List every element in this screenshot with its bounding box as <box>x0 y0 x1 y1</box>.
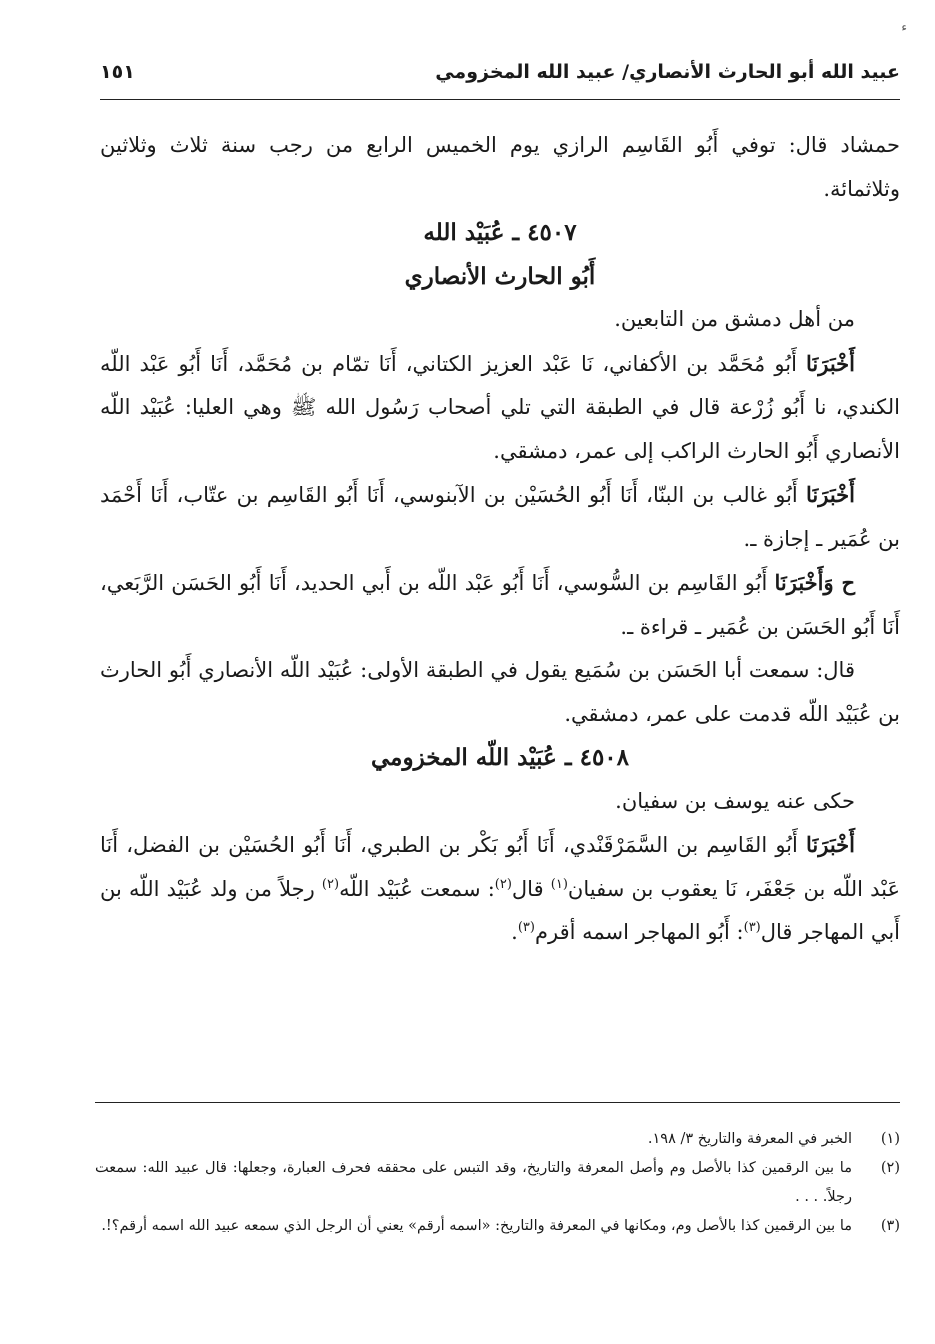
footnote-ref[interactable]: (١) <box>550 876 568 892</box>
page-header <box>100 55 900 100</box>
footnote-ref[interactable]: (٣) <box>517 920 535 935</box>
footnotes <box>95 1102 900 1241</box>
isnad-lead: ح وَأَخْبَرَنَا <box>774 570 855 595</box>
paragraph-8-text: قال <box>511 876 551 901</box>
paragraph-6: قال: سمعت أبا الحَسَن بن سُمَيع يقول في الطبقة الأولى: عُبَيْد اللّه الأنصاري أَبُو الحارث بن عُبَيْد اللّه قدمت على عمر، دمشقي. <box>100 658 900 726</box>
entry-subheading-4507: أَبُو الحارث الأنصاري <box>404 262 596 290</box>
footnote-2 <box>95 1154 900 1212</box>
paragraph-7: حكى عنه يوسف بن سفيان. <box>615 788 855 813</box>
paragraph-8-text: : سمعت عُبَيْد اللّه <box>339 876 495 901</box>
footnote-ref[interactable]: (٢) <box>321 876 340 892</box>
isnad-lead: أَخْبَرَنَا <box>806 350 855 376</box>
entry-heading-4508: ٤٥٠٨ ـ عُبَيْد اللّه المخزومي <box>370 744 630 771</box>
page-number: ١٥١ <box>100 61 135 83</box>
paragraph-5-text: أَبُو القَاسِم بن السُّوسي، أَنَا أَبُو عَبْد اللّه بن أَبي الحديد، أَنَا أَبُو الحَسَن الرَّبَعي، أَنَا أَبُو الحَسَن بن عُمَير ـ قراءة ـ. <box>100 571 900 639</box>
paragraph-5 <box>100 561 900 649</box>
isnad-lead: أَخْبَرَنَا <box>806 482 855 507</box>
footnote-1 <box>95 1125 900 1154</box>
paragraph-2: من أهل دمشق من التابعين. <box>614 307 855 331</box>
isnad-lead: أَخْبَرَنَا <box>806 832 855 857</box>
footnote-text: الخبر في المعرفة والتاريخ ٣/ ١٩٨. <box>647 1131 852 1147</box>
footnote-number: (٢) <box>880 1160 900 1176</box>
footnote-number: (٣) <box>880 1218 900 1234</box>
footnote-text: ما بين الرقمين كذا بالأصل وم، ومكانها في المعرفة والتاريخ: «اسمه أرقم» يعني أن الرجل الذي سمعه عبيد الله اسمه أرقم؟!. <box>101 1218 852 1234</box>
footnote-ref[interactable]: (٢) <box>494 876 512 892</box>
paragraph-8-text: رجلاً من ولد عُبَيْد اللّه بن أَبي المهاجر قال <box>100 876 900 944</box>
paragraph-4-text: أَبُو غالب بن البنّا، أَنَا أَبُو الحُسَيْن بن الآبنوسي، أَنَا أَبُو القَاسِم بن عتّاب، أَنَا أَحْمَد بن عُمَير ـ إجازة ـ. <box>100 483 900 551</box>
paragraph-3-text: أَبُو مُحَمَّد بن الأكفاني، نَا عَبْد العزيز الكتاني، أَنَا تمّام بن مُحَمَّد، أَنَا أَبُو عَبْد اللّه الكندي، نا أَبُو زُرْعة قال في الطبقة التي تلي أصحاب رَسُول الله ﷺ وهي العليا: عُبَيْد اللّه الأنصاري أَبُو الحارث الراكب إلى عمر، دمشقي. <box>100 351 900 463</box>
paragraph-8-text: أَبُو القَاسِم بن السَّمَرْقَنْدي، أَنَا أَبُو بَكْر بن الطبري، أَنَا أَبُو الحُسَيْن بن الفضل، أَنَا عَبْد اللّه بن جَعْفَر، نَا يعقوب بن سفيان <box>100 833 900 901</box>
paragraph-8-text: . <box>511 920 518 944</box>
footnote-3 <box>95 1212 900 1241</box>
paragraph-8-text: : أَبُو المهاجر اسمه أقرم <box>534 920 744 944</box>
paragraph-4 <box>100 473 900 561</box>
corner-mark: ﺀ <box>901 20 907 34</box>
paragraph-8 <box>100 823 900 955</box>
paragraph-3 <box>100 342 900 474</box>
footnote-text: ما بين الرقمين كذا بالأصل وم وأصل المعرفة والتاريخ، وقد التبس على محققه فحرف العبارة، وجعلها: قال عبيد الله: سمعت رجلاً. . . . <box>95 1160 852 1205</box>
paragraph-1: حمشاد قال: توفي أَبُو القَاسِم الرازي يوم الخميس الرابع من رجب سنة ثلاث وثلاثين وثلاثمائة. <box>100 133 900 201</box>
main-text <box>100 124 900 955</box>
footnote-ref[interactable]: (٣) <box>743 920 761 935</box>
entry-heading-4507: ٤٥٠٧ ـ عُبَيْد الله <box>423 219 577 246</box>
footnote-number: (١) <box>880 1131 900 1147</box>
running-title: عبيد الله أبو الحارث الأنصاري/ عبيد الله المخزومي <box>435 61 900 83</box>
